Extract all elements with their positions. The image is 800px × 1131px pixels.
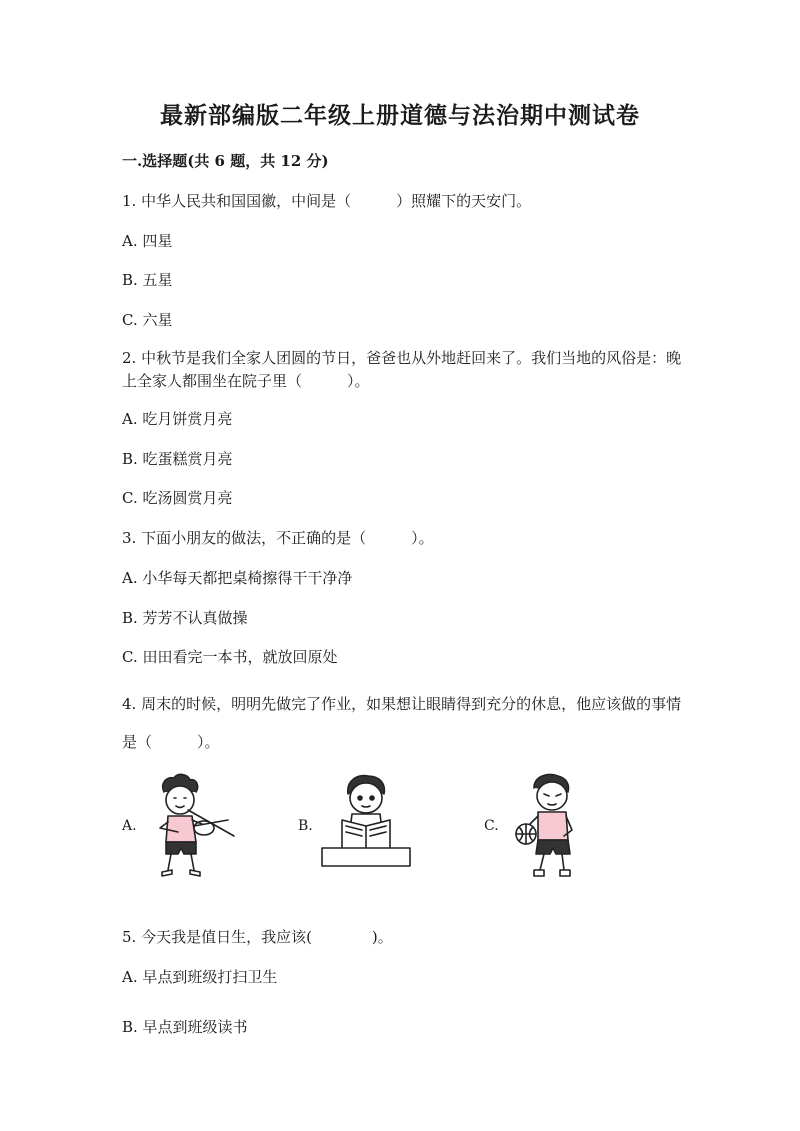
question-4-option-c[interactable]: [484, 770, 604, 890]
question-5-stem: 5. 今天我是值日生，我应该( )。: [122, 928, 393, 946]
question-4-stem: 4. 周末的时候，明明先做完了作业，如果想让眼睛得到充分的休息，他应该做的事情是（ ）。: [122, 695, 682, 751]
section-heading: 一.选择题(共 6 题，共 12 分): [122, 152, 329, 170]
question-3-option-a[interactable]: A. 小华每天都把桌椅擦得干干净净: [122, 569, 353, 587]
question-2-option-c[interactable]: C. 吃汤圆赏月亮: [122, 489, 233, 507]
question-1-stem: 1. 中华人民共和国国徽，中间是（ ）照耀下的天安门。: [122, 192, 532, 210]
child-reading-book-icon: [318, 770, 414, 870]
option-c-label: C.: [484, 818, 499, 834]
question-3-stem: 3. 下面小朋友的做法，不正确的是（ ）。: [122, 529, 434, 547]
page-title: 最新部编版二年级上册道德与法治期中测试卷: [160, 102, 640, 129]
option-b-label: B.: [298, 818, 313, 834]
question-1-option-b[interactable]: B. 五星: [122, 271, 173, 289]
question-4-option-a[interactable]: [122, 770, 242, 890]
question-2-option-a[interactable]: A. 吃月饼赏月亮: [122, 410, 233, 428]
question-3-option-c[interactable]: C. 田田看完一本书，就放回原处: [122, 648, 338, 666]
child-playing-violin-icon: [138, 770, 242, 885]
question-5-option-b[interactable]: B. 早点到班级读书: [122, 1018, 248, 1036]
child-playing-basketball-icon: [504, 770, 594, 882]
question-5-option-a[interactable]: A. 早点到班级打扫卫生: [122, 968, 278, 986]
question-1-option-a[interactable]: A. 四星: [122, 232, 173, 250]
question-3-option-b[interactable]: B. 芳芳不认真做操: [122, 609, 248, 627]
question-2-option-b[interactable]: B. 吃蛋糕赏月亮: [122, 450, 233, 468]
option-a-label: A.: [122, 818, 137, 834]
question-2-stem: 2. 中秋节是我们全家人团圆的节日，爸爸也从外地赶回来了。我们当地的风俗是：晚上全家人都围坐在院子里（ ）。: [122, 349, 682, 390]
question-1-option-c[interactable]: C. 六星: [122, 311, 173, 329]
question-4-option-b[interactable]: [298, 770, 418, 890]
